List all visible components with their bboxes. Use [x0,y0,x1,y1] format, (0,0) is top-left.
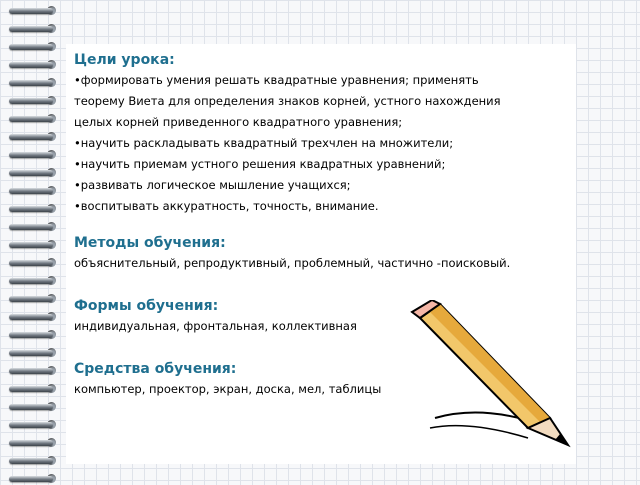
forms-text: индивидуальная, фронтальная, коллективная [74,319,357,333]
spiral-ring [9,204,57,215]
tools-text: компьютер, проектор, экран, доска, мел, таблицы [74,382,382,396]
section-title-forms: Формы обучения: [74,298,219,314]
goals-line: •научить раскладывать квадратный трехчлен на множители; [74,136,454,150]
goals-line: •формировать умения решать квадратные уравнения; применять [74,73,479,87]
spiral-ring [9,114,57,125]
spiral-ring [9,24,57,35]
spiral-ring [9,276,57,287]
spiral-ring [9,150,57,161]
spiral-ring [9,402,57,413]
section-title-methods: Методы обучения: [74,235,226,251]
spiral-ring [9,78,57,89]
spiral-ring [9,132,57,143]
spiral-ring [9,96,57,107]
goals-line: целых корней приведенного квадратного уравнения; [74,115,403,129]
pencil-icon [400,300,580,450]
spiral-ring [9,330,57,341]
spiral-ring [9,312,57,323]
spiral-ring [9,456,57,467]
spiral-ring [9,6,57,17]
spiral-ring [9,186,57,197]
goals-line: •научить приемам устного решения квадратных уравнений; [74,157,446,171]
spiral-ring [9,366,57,377]
spiral-ring [9,258,57,269]
goals-line: •развивать логическое мышление учащихся; [74,178,351,192]
spiral-ring [9,348,57,359]
goals-line: •воспитывать аккуратность, точность, внимание. [74,199,379,213]
spiral-ring [9,240,57,251]
spiral-ring [9,60,57,71]
section-title-tools: Средства обучения: [74,361,237,377]
spiral-ring [9,294,57,305]
spiral-ring [9,384,57,395]
spiral-ring [9,438,57,449]
spiral-binding [0,0,62,480]
spiral-ring [9,420,57,431]
spiral-ring [9,42,57,53]
section-title-goals: Цели урока: [74,52,175,68]
goals-line: теорему Виета для определения знаков корней, устного нахождения [74,94,501,108]
spiral-ring [9,222,57,233]
methods-text: объяснительный, репродуктивный, проблемный, частично -поисковый. [74,256,511,270]
spiral-ring [9,168,57,179]
